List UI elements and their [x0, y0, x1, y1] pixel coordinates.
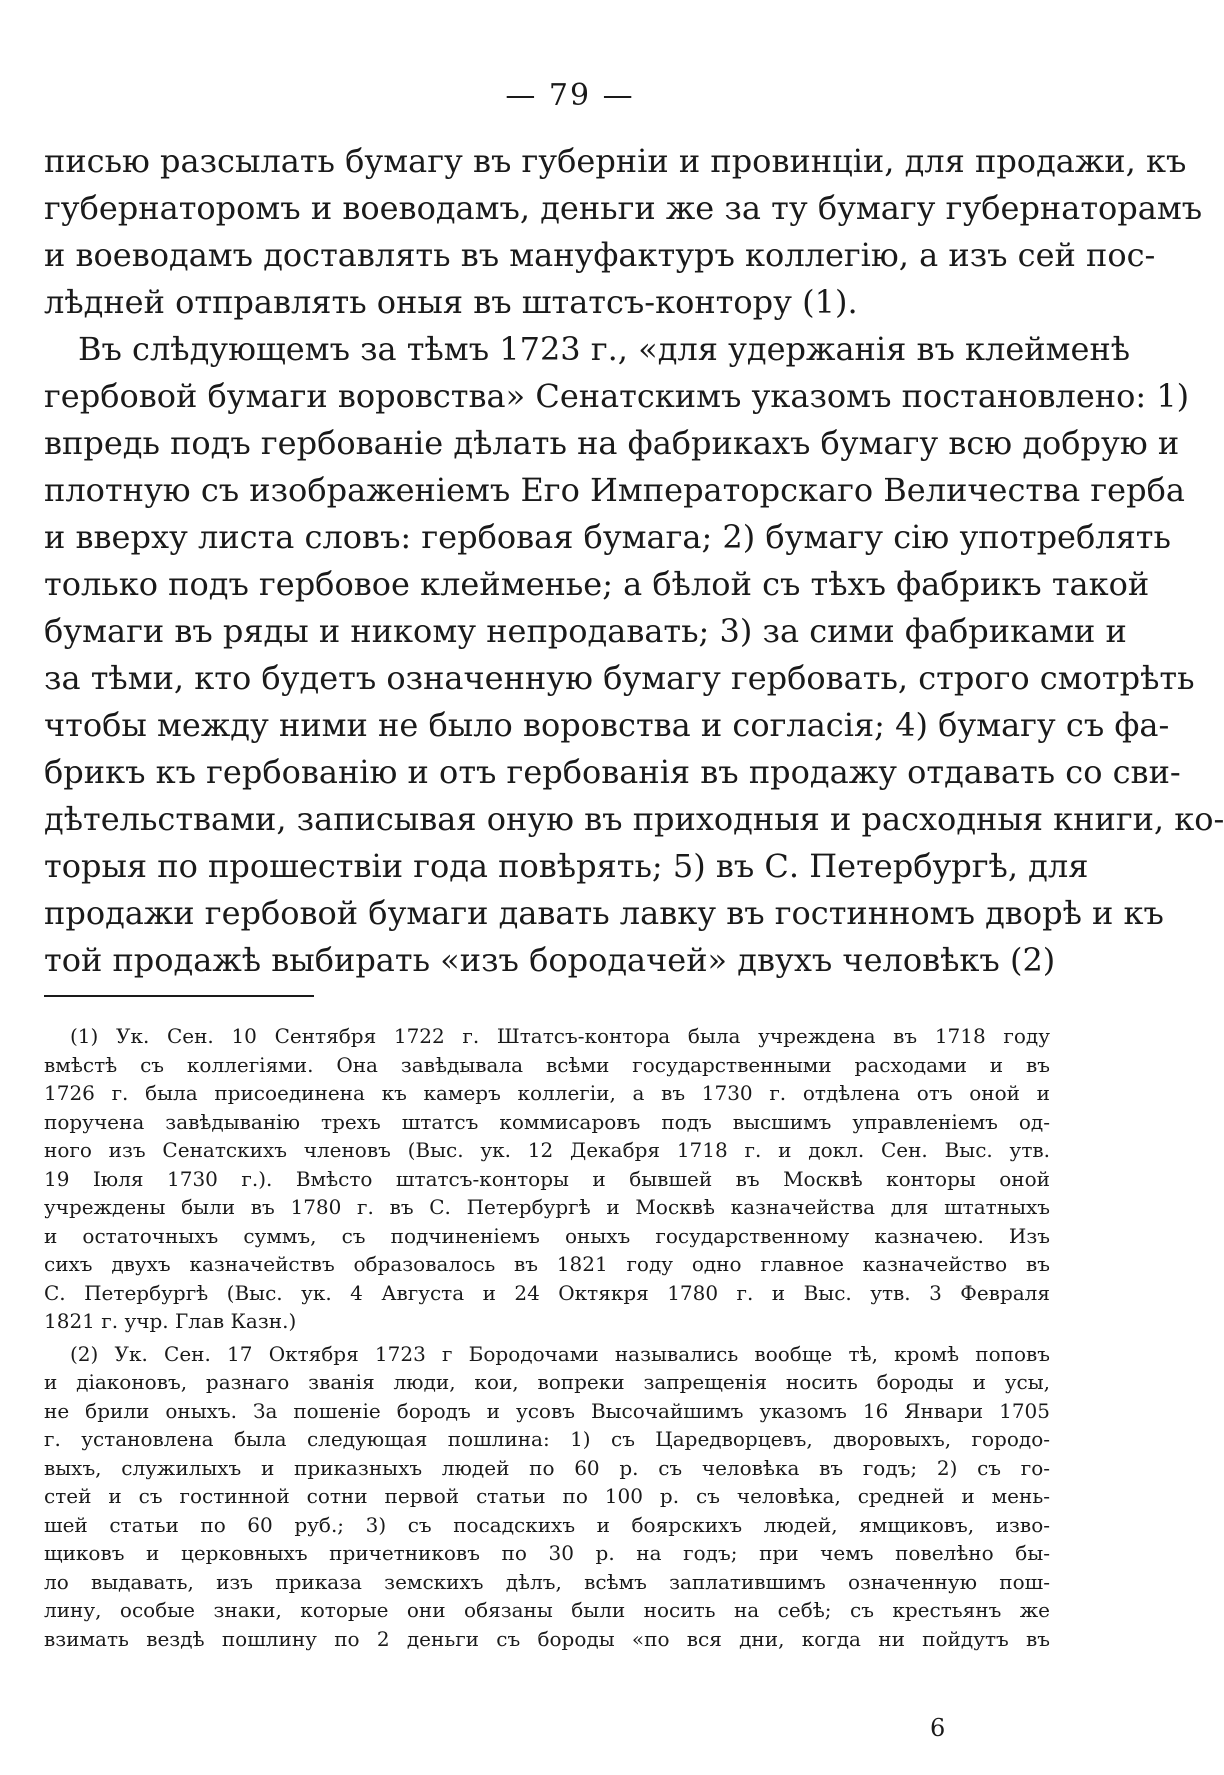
text-line: бумаги въ ряды и никому непродавать; 3) за сими фабриками и: [44, 612, 1127, 650]
text-line: той продажѣ выбирать «изъ бородачей» двухъ человѣкъ (2): [44, 941, 1056, 979]
footnote-line: С. Петербургѣ (Выс. ук. 4 Августа и 24 Октякря 1780 г. и Выс. утв. 3 Февраля: [44, 1280, 1050, 1305]
page-number: — 79 —: [505, 78, 635, 113]
footnotes: [44, 1022, 1050, 1653]
footnote-line: выхъ, служилыхъ и приказныхъ людей по 60 р. съ человѣка въ годъ; 2) съ го-: [44, 1455, 1050, 1480]
signature-mark: 6: [930, 1714, 946, 1742]
footnote-line: вмѣстѣ съ коллегіями. Она завѣдывала всѣми государственными расходами и въ: [44, 1052, 1050, 1077]
footnote-line: стей и съ гостинной сотни первой статьи по 100 р. съ человѣка, средней и мень-: [44, 1484, 1050, 1508]
footnote-line: (2) Ук. Сен. 17 Октября 1723 г Бородочами назывались вообще тѣ, кромѣ поповъ: [70, 1341, 1050, 1366]
main-text: [44, 138, 1224, 984]
footnote-line: и остаточныхъ суммъ, съ подчиненіемъ оныхъ государственному казначею. Изъ: [44, 1223, 1050, 1248]
footnote-line: 1726 г. была присоединена къ камеръ коллегіи, а въ 1730 г. отдѣлена отъ оной и: [44, 1081, 1050, 1105]
footnote-line: и діаконовъ, разнаго званія люди, кои, вопреки запрещенія носить бороды и усы,: [44, 1370, 1050, 1394]
footnote-line: учреждены были въ 1780 г. въ С. Петербургѣ и Москвѣ казначейства для штатныхъ: [44, 1195, 1050, 1219]
text-line: и вверху листа словъ: гербовая бумага; 2) бумагу сію употреблять: [44, 518, 1171, 556]
footnote-line: щиковъ и церковныхъ причетниковъ по 30 р. на годъ; при чемъ повелѣно бы-: [44, 1541, 1050, 1565]
footnote-divider: [44, 995, 314, 997]
text-line: брикъ къ гербованію и отъ гербованія въ продажу отдавать со сви-: [44, 753, 1181, 791]
text-line: за тѣми, кто будетъ означенную бумагу гербовать, строго смотрѣть: [44, 659, 1195, 697]
footnote-line: 1821 г. учр. Глав Казн.): [44, 1309, 297, 1333]
footnote-line: (1) Ук. Сен. 10 Сентября 1722 г. Штатсъ-контора была учреждена въ 1718 году: [70, 1024, 1050, 1048]
footnote-line: 19 Іюля 1730 г.). Вмѣсто штатсъ-конторы и бывшей въ Москвѣ конторы оной: [44, 1166, 1050, 1191]
footnote-line: ло выдавать, изъ приказа земскихъ дѣлъ, всѣмъ заплатившимъ означенную пош-: [44, 1569, 1050, 1594]
text-line: писью разсылать бумагу въ губерніи и провинціи, для продажи, къ: [44, 142, 1187, 180]
footnote-line: поручена завѣдыванію трехъ штатсъ коммисаровъ подъ высшимъ управленіемъ од-: [44, 1109, 1050, 1134]
text-line: губернаторомъ и воеводамъ, деньги же за ту бумагу губернаторамъ: [44, 189, 1203, 227]
footnote-line: сихъ двухъ казначействъ образовалось въ 1821 году одно главное казначейство въ: [44, 1252, 1050, 1276]
footnote-line: лину, особые знаки, которые они обязаны были носить на себѣ; съ крестьянъ же: [44, 1598, 1050, 1622]
text-line: Въ слѣдующемъ за тѣмъ 1723 г., «для удержанія въ клейменѣ: [78, 330, 1131, 368]
text-line: чтобы между ними не было воровства и согласія; 4) бумагу съ фа-: [44, 706, 1170, 744]
text-line: дѣтельствами, записывая оную въ приходныя и расходныя книги, ко-: [44, 800, 1224, 838]
footnote-line: не брили оныхъ. За пошеніе бородъ и усовъ Высочайшимъ указомъ 16 Январи 1705: [44, 1398, 1050, 1423]
text-line: впредь подъ гербованіе дѣлать на фабрикахъ бумагу всю добрую и: [44, 424, 1180, 462]
text-line: и воеводамъ доставлять въ мануфактуръ коллегію, а изъ сей пос-: [44, 236, 1156, 274]
text-line: гербовой бумаги воровства» Сенатскимъ указомъ постановлено: 1): [44, 377, 1190, 415]
footnote-line: ного изъ Сенатскихъ членовъ (Выс. ук. 12 Декабря 1718 г. и докл. Сен. Выс. утв.: [44, 1138, 1050, 1162]
text-line: плотную съ изображеніемъ Его Императорскаго Величества герба: [44, 471, 1185, 509]
text-line: только подъ гербовое клейменье; а бѣлой съ тѣхъ фабрикъ такой: [44, 565, 1150, 603]
footnote-line: взимать вездѣ пошлину по 2 деньги съ бороды «по вся дни, когда ни пойдутъ въ: [44, 1626, 1050, 1651]
footnote-line: шей статьи по 60 руб.; 3) съ посадскихъ и боярскихъ людей, ямщиковъ, изво-: [44, 1512, 1050, 1537]
text-line: торыя по прошествіи года повѣрять; 5) въ С. Петербургѣ, для: [44, 847, 1089, 885]
text-line: продажи гербовой бумаги давать лавку въ гостинномъ дворѣ и къ: [44, 894, 1164, 932]
text-line: лѣдней отправлять оныя въ штатсъ-контору (1).: [44, 283, 858, 321]
footnote-line: г. установлена была следующая пошлина: 1) съ Царедворцевъ, дворовыхъ, городо-: [44, 1427, 1050, 1451]
